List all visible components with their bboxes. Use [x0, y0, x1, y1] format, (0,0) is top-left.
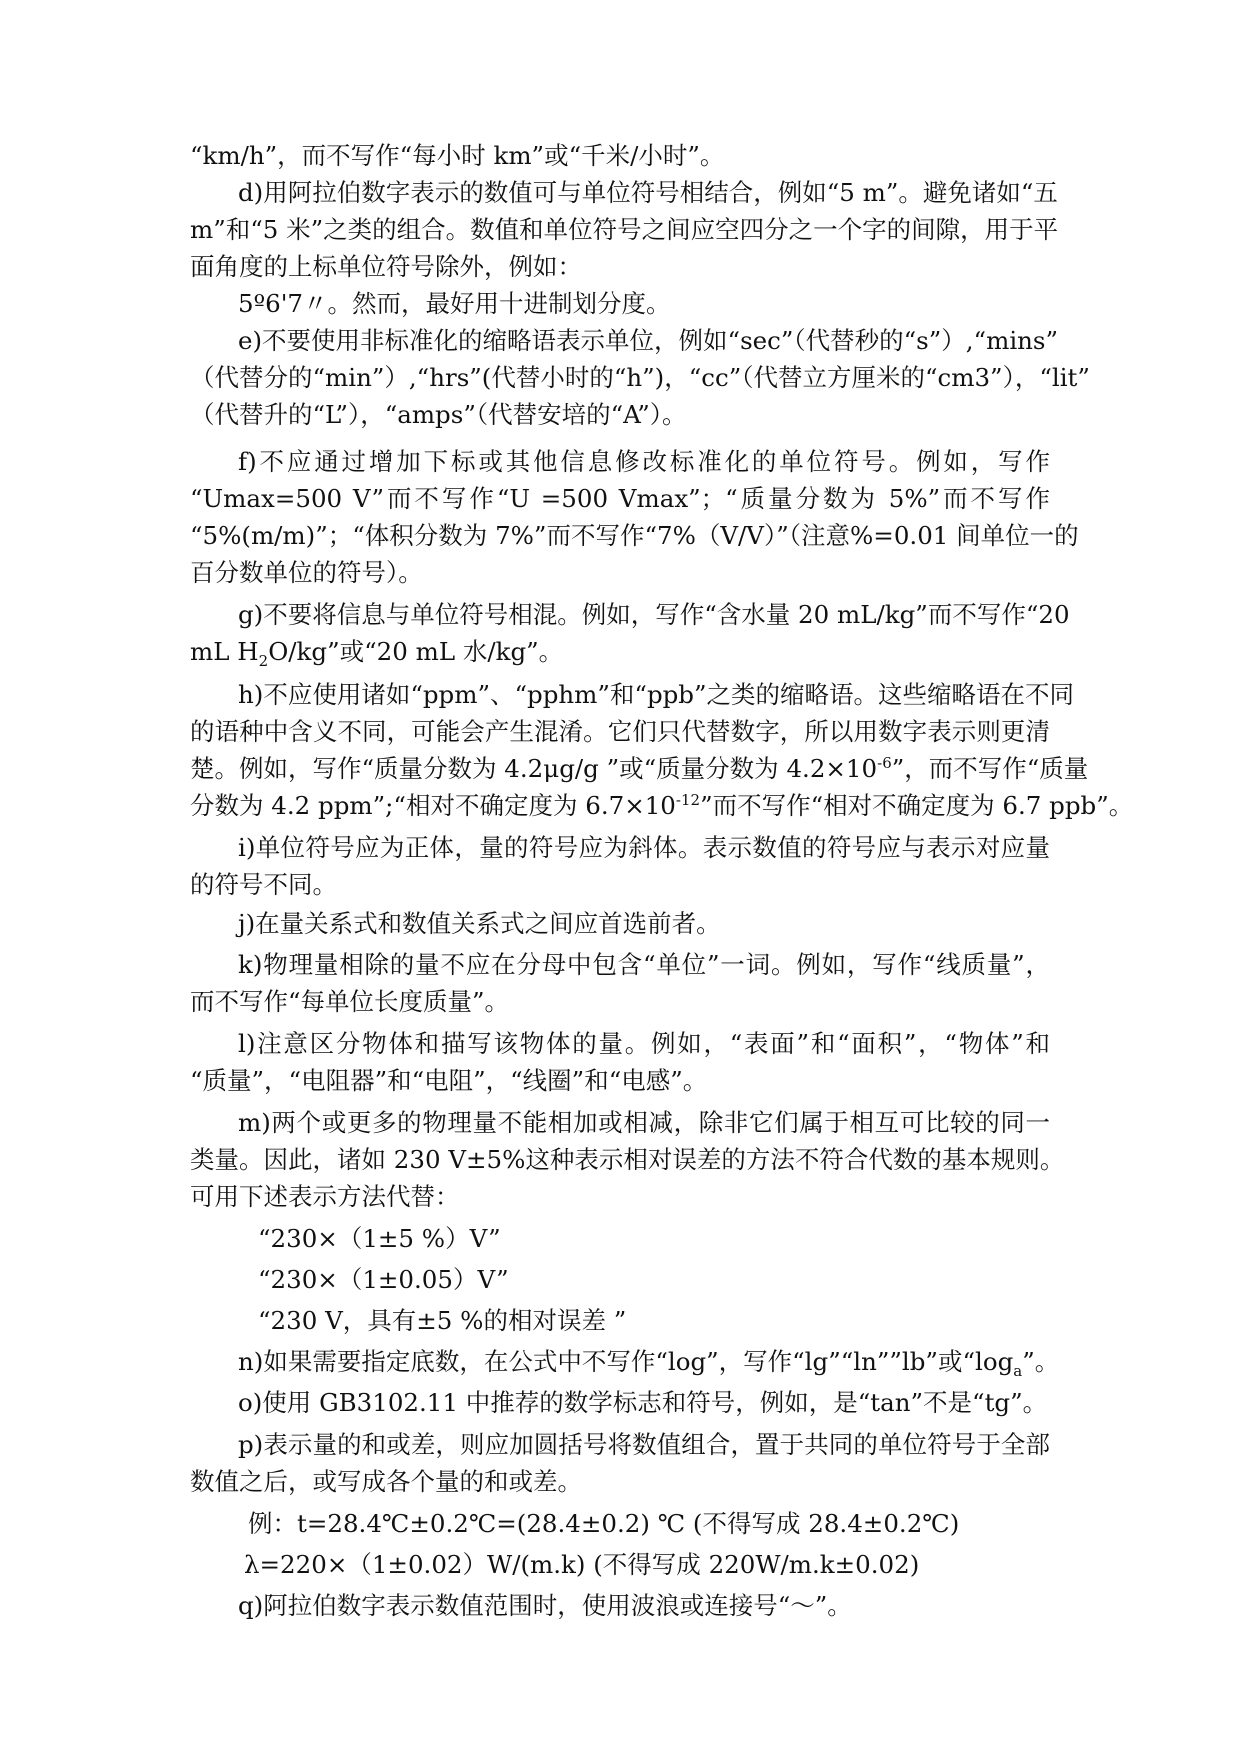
- paragraph-g-text: mL H: [190, 637, 259, 666]
- paragraph-j-line-1: j)在量关系式和数值关系式之间应首选前者。: [238, 909, 721, 938]
- paragraph-g-line-2: [190, 633, 1050, 670]
- superscript-exponent: -12: [675, 790, 701, 809]
- paragraph-h-line-1: h)不应使用诸如“ppm”、“pphm”和“ppb”之类的缩略语。这些缩略语在不同: [238, 680, 1075, 709]
- paragraph-e-line-3: （代替升的“L”），“amps”（代替安培的“A”）。: [190, 400, 687, 429]
- paragraph-p-line-1: p)表示量的和或差，则应加圆括号将数值组合，置于共同的单位符号于全部: [238, 1430, 1050, 1459]
- paragraph-o-line-1: o)使用 GB3102.11 中推荐的数学标志和符号，例如，是“tan”不是“tg”。: [238, 1388, 1048, 1417]
- paragraph-h-text: 楚。例如，写作“质量分数为 4.2μg/g ”或“质量分数为 4.2×10: [190, 754, 878, 783]
- angle-example-line: 5º6'7〃。然而，最好用十进制划分度。: [238, 289, 671, 318]
- paragraph-h-text: ”，而不写作“质量: [891, 754, 1089, 783]
- paragraph-p-line-2: 数值之后，或写成各个量的和或差。: [190, 1467, 582, 1496]
- paragraph-d-line-1: d)用阿拉伯数字表示的数值可与单位符号相结合，例如“5 m”。避免诸如“五: [238, 178, 1058, 207]
- subscript-2: 2: [258, 651, 269, 670]
- paragraph-f-line-3: “5%(m/m)”；“体积分数为 7%”而不写作“7%（V/V）”（注意%=0.01 间单位一的: [190, 521, 1079, 550]
- paragraph-i-line-2: 的符号不同。: [190, 870, 337, 899]
- paragraph-q-line-1: q)阿拉伯数字表示数值范围时，使用波浪或连接号“～”。: [238, 1591, 852, 1620]
- paragraph-n-text: ”。: [1022, 1347, 1060, 1376]
- paragraph-f-line-2: “Umax=500 V”而不写作“U =500 Vmax”；“质量分数为 5%”而不写作: [190, 484, 1050, 513]
- paragraph-k-line-2: 而不写作“每单位长度质量”。: [190, 987, 510, 1016]
- paragraph-m-line-3: 可用下述表示方法代替：: [190, 1182, 460, 1211]
- paragraph-f-line-4: 百分数单位的符号）。: [190, 558, 423, 587]
- paragraph-h-text: ”而不写作“相对不确定度为 6.7 ppb”。: [700, 791, 1134, 820]
- superscript-exponent: -6: [877, 753, 892, 772]
- paragraph-e-line-2: （代替分的“min”）,“hrs”(代替小时的“h”)，“cc”（代替立方厘米的“cm3”），“lit”: [190, 363, 1090, 392]
- paragraph-m-line-1: m)两个或更多的物理量不能相加或相减，除非它们属于相互可比较的同一: [238, 1108, 1050, 1137]
- paragraph-g-line-1: g)不要将信息与单位符号相混。例如，写作“含水量 20 mL/kg”而不写作“20: [238, 600, 1070, 629]
- paragraph-k-line-1: k)物理量相除的量不应在分母中包含“单位”一词。例如，写作“线质量”，: [238, 950, 1050, 979]
- paragraph-d-line-3: 面角度的上标单位符号除外，例如：: [190, 252, 582, 281]
- example-expression-2: “230×（1±0.05）V”: [258, 1265, 509, 1294]
- formula-example-1: 例：t=28.4℃±0.2℃=(28.4±0.2) ℃ (不得写成 28.4±0.2℃): [248, 1509, 960, 1538]
- formula-example-2: λ=220×（1±0.02）W/(m.k) (不得写成 220W/m.k±0.02): [244, 1550, 920, 1579]
- paragraph-m-line-2: 类量。因此，诸如 230 V±5%这种表示相对误差的方法不符合代数的基本规则。: [190, 1145, 1065, 1174]
- paragraph-n-text: n)如果需要指定底数，在公式中不写作“log”，写作“lg”“ln””lb”或“log: [238, 1347, 1014, 1376]
- paragraph-i-line-1: i)单位符号应为正体，量的符号应为斜体。表示数值的符号应与表示对应量: [238, 833, 1050, 862]
- paragraph-h-line-2: 的语种中含义不同，可能会产生混淆。它们只代替数字，所以用数字表示则更清: [190, 717, 1050, 746]
- paragraph-d-line-2: m”和“5 米”之类的组合。数值和单位符号之间应空四分之一个字的间隙，用于平: [190, 215, 1059, 244]
- text-line: “km/h”，而不写作“每小时 km”或“千米/小时”。: [190, 141, 725, 170]
- example-expression-3: “230 V，具有±5 %的相对误差 ”: [258, 1306, 627, 1335]
- paragraph-h-text: 分数为 4.2 ppm”;“相对不确定度为 6.7×10: [190, 791, 676, 820]
- paragraph-l-line-2: “质量”，“电阻器”和“电阻”，“线圈”和“电感”。: [190, 1066, 708, 1095]
- example-expression-1: “230×（1±5 %）V”: [258, 1224, 501, 1253]
- subscript-a: a: [1013, 1361, 1023, 1380]
- paragraph-n-line-1: [238, 1343, 1060, 1380]
- paragraph-h-line-4: [190, 787, 1134, 824]
- paragraph-f-line-1: f)不应通过增加下标或其他信息修改标准化的单位符号。例如，写作: [238, 447, 1050, 476]
- paragraph-g-text: O/kg”或“20 mL 水/kg”。: [268, 637, 564, 666]
- paragraph-h-line-3: [190, 750, 1089, 787]
- paragraph-l-line-1: l)注意区分物体和描写该物体的量。例如，“表面”和“面积”，“物体”和: [238, 1029, 1050, 1058]
- paragraph-e-line-1: e)不要使用非标准化的缩略语表示单位，例如“sec”（代替秒的“s”）,“mins”: [238, 326, 1059, 355]
